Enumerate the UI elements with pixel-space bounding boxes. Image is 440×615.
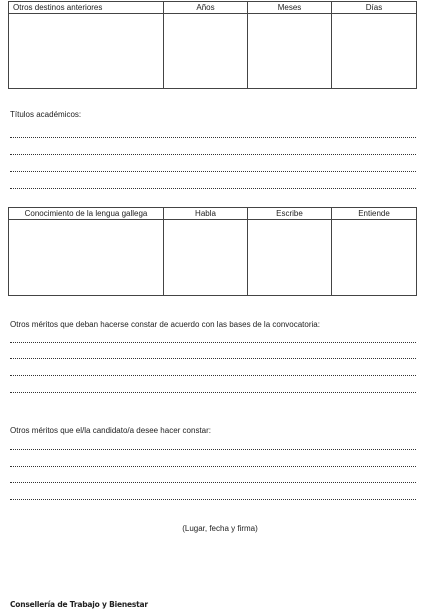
column-header-years: Años	[164, 2, 248, 14]
galician-language-table	[8, 207, 417, 296]
academic-titles-line-4[interactable]	[10, 188, 416, 189]
merits-candidate-line-1[interactable]	[10, 449, 416, 450]
months-cell[interactable]	[248, 14, 332, 89]
merits-candidate-line-2[interactable]	[10, 466, 416, 467]
column-header-previous-destinations: Otros destinos anteriores	[9, 2, 164, 14]
column-header-understands: Entiende	[332, 208, 417, 220]
column-header-speaks: Habla	[164, 208, 248, 220]
footer-department-label: Consellería de Trabajo y Bienestar	[10, 600, 148, 609]
academic-titles-line-3[interactable]	[10, 171, 416, 172]
merits-bases-line-2[interactable]	[10, 358, 416, 359]
column-header-writes: Escribe	[248, 208, 332, 220]
merits-bases-line-3[interactable]	[10, 375, 416, 376]
merits-bases-line-4[interactable]	[10, 392, 416, 393]
academic-titles-label: Títulos académicos:	[10, 110, 82, 119]
place-date-signature-label: (Lugar, fecha y firma)	[182, 524, 258, 533]
years-cell[interactable]	[164, 14, 248, 89]
column-header-days: Días	[332, 2, 417, 14]
merits-bases-line-1[interactable]	[10, 342, 416, 343]
days-cell[interactable]	[332, 14, 417, 89]
writes-cell[interactable]	[248, 220, 332, 296]
merits-bases-label: Otros méritos que deban hacerse constar de acuerdo con las bases de la convocatoria:	[10, 320, 320, 329]
academic-titles-line-2[interactable]	[10, 154, 416, 155]
understands-cell[interactable]	[332, 220, 417, 296]
merits-candidate-line-3[interactable]	[10, 482, 416, 483]
previous-destinations-cell[interactable]	[9, 14, 164, 89]
galician-knowledge-cell[interactable]	[9, 220, 164, 296]
column-header-months: Meses	[248, 2, 332, 14]
speaks-cell[interactable]	[164, 220, 248, 296]
merits-candidate-label: Otros méritos que el/la candidato/a desee hacer constar:	[10, 426, 211, 435]
merits-candidate-line-4[interactable]	[10, 499, 416, 500]
column-header-galician-knowledge: Conocimiento de la lengua gallega	[9, 208, 164, 220]
previous-destinations-table	[8, 1, 417, 89]
academic-titles-line-1[interactable]	[10, 137, 416, 138]
